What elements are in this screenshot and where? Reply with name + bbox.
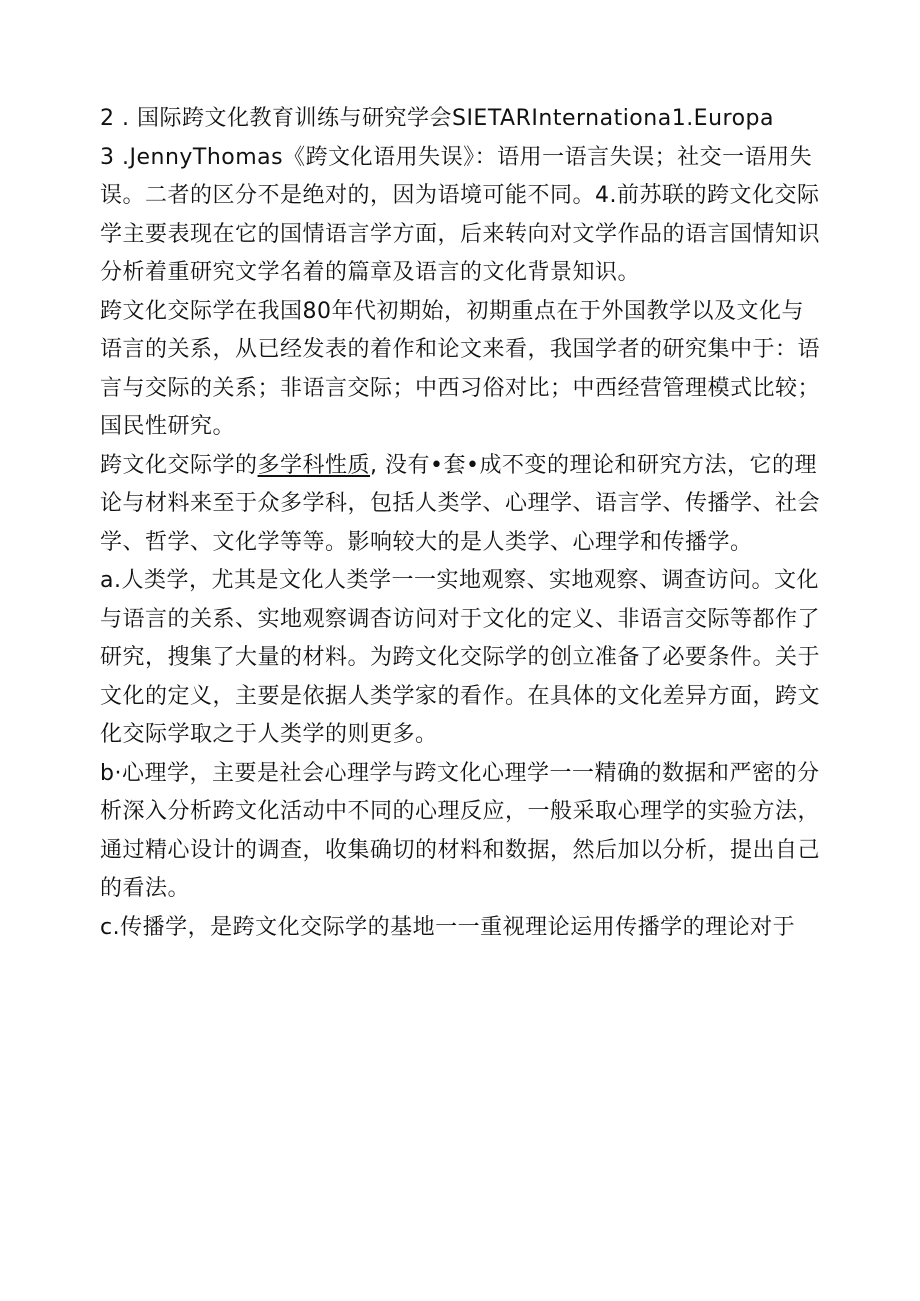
paragraph-anthropology: a.人类学，尤其是文化人类学一一实地观察、实地观察、调查访问。文化与语言的关系、实地观察调杳访问对于文化的定义、非语言交际等都作了研究，搜集了大量的材料。为跨文化交际学的创立准备了必要条件。关于文化的定义，主要是依据人类学家的看作。在具体的文化差异方面，跨文化交际学取之于人类学的则更多。: [100, 568, 821, 747]
paragraph-3: 跨文化交际学在我国80年代初期始，初期重点在于外国教学以及文化与语言的关系，从已经发表的着作和论文来看，我国学者的研究集中于：语言与交际的关系；非语言交际；中西习俗对比；中西经营管理模式比较；国民性研究。: [100, 298, 821, 439]
paragraph-1: 2 . 国际跨文化教育训练与研究学会SIETARInternationa1.Europa: [100, 106, 774, 131]
paragraph-4: [100, 447, 820, 563]
paragraph-4-after: , 没有•套•成不变的理论和研究方法，它的理论与材料来至于众多学科，包括人类学、心理学、语言学、传播学、社会学、哲学、文化学等等。影响较大的是人类学、心理学和传播学。: [100, 452, 821, 555]
paragraph-communication: c.传播学，是跨文化交际学的基地一一重视理论运用传播学的理论对于: [100, 914, 796, 940]
document-body: [100, 100, 820, 947]
paragraph-2: 3 .JennyThomas《跨文化语用失误》：语用一语言失误；社交一语用失误。二者的区分不是绝对的，因为语境可能不同。4.前苏联的跨文化交际学主要表现在它的国情语言学方面，后来转向对文学作品的语言国情知识分析着重研究文学名着的篇章及语言的文化背景知识。: [100, 144, 821, 285]
paragraph-psychology: b·心理学，主要是社会心理学与跨文化心理学一一精确的数据和严密的分析深入分析跨文化活动中不同的心理反应，一般采取心理学的实验方法，通过精心设计的调查，收集确切的材料和数据，然后加以分析，提出自己的看法。: [100, 760, 821, 901]
underlined-term: 多学科性质: [257, 452, 371, 478]
paragraph-4-before: 跨文化交际学的: [100, 452, 258, 478]
